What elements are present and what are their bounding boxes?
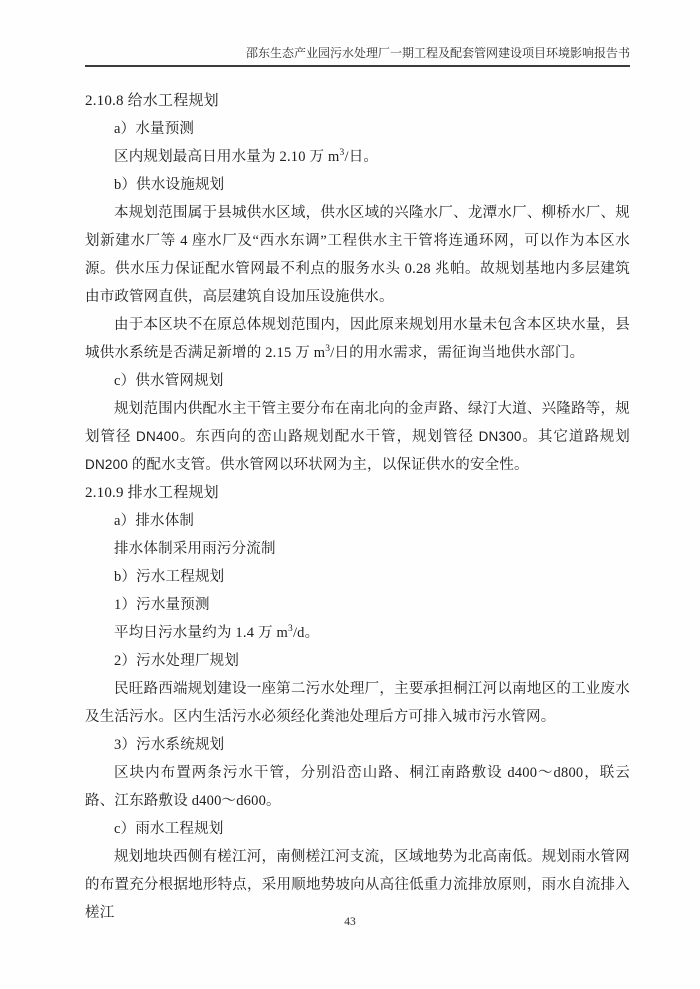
text-run: b）供水设施规划 xyxy=(114,177,225,193)
paragraph xyxy=(85,591,630,619)
paragraph xyxy=(85,563,630,591)
paragraph xyxy=(85,311,630,367)
text-run: /日。 xyxy=(344,149,379,165)
paragraph xyxy=(85,143,630,171)
text-run: DN400 xyxy=(136,429,180,444)
paragraph xyxy=(85,759,630,815)
text-run: 平均日污水量约为 1.4 万 m xyxy=(114,625,288,641)
text-run: 2.10.8 给水工程规划 xyxy=(85,93,219,109)
paragraph xyxy=(85,619,630,647)
text-run: b）污水工程规划 xyxy=(114,569,225,585)
text-run: 排水体制采用雨污分流制 xyxy=(114,541,276,557)
paragraph xyxy=(85,367,630,395)
paragraph xyxy=(85,843,630,927)
text-run: 民旺路西端规划建设一座第二污水处理厂，主要承担桐江河以南地区的工业废水及生活污水。区内生活污水必须经化粪池处理后方可排入城市污水管网。 xyxy=(85,681,630,725)
text-run: 的配水支管。供水管网以环状网为主，以保证供水的安全性。 xyxy=(128,457,529,473)
page-header xyxy=(85,46,630,67)
paragraph xyxy=(85,535,630,563)
text-run: 。东西向的峦山路规划配水干管，规划管径 xyxy=(179,429,479,445)
text-run: 1）污水量预测 xyxy=(114,597,210,613)
document-body xyxy=(85,87,630,927)
paragraph xyxy=(85,115,630,143)
text-run: 规划范围内供配水主干管主要分布在南北向的金声路、绿汀大道、兴隆路等，规划管径 xyxy=(85,401,630,445)
paragraph xyxy=(85,675,630,731)
paragraph xyxy=(85,199,630,311)
text-run: 3）污水系统规划 xyxy=(114,737,225,753)
paragraph xyxy=(85,507,630,535)
paragraph xyxy=(85,395,630,479)
text-run: 区块内布置两条污水干管，分别沿峦山路、桐江南路敷设 d400～d800，联云路、江东路敷设 d400～d600。 xyxy=(85,765,630,809)
paragraph xyxy=(85,647,630,675)
paragraph xyxy=(85,171,630,199)
text-run: DN300 xyxy=(478,429,522,444)
section-heading xyxy=(85,479,630,507)
text-run: 3 xyxy=(339,148,345,159)
text-run: 3 xyxy=(325,344,331,355)
text-run: c）供水管网规划 xyxy=(114,373,224,389)
text-run: 。其它道路规划 xyxy=(521,429,630,445)
page-number: 43 xyxy=(344,916,356,928)
text-run: 本规划范围属于县城供水区域，供水区域的兴隆水厂、龙潭水厂、柳桥水厂、规划新建水厂等 4 座水厂及“西水东调”工程供水主干管将连通环网，可以作为本区水源。供水压力保证配水管网最不利点的服务水头 0.28 兆帕。故规划基地内多层建筑由市政管网直供，高层建筑自设加压设施供水。 xyxy=(85,205,630,305)
section-heading xyxy=(85,87,630,115)
text-run: DN200 xyxy=(85,457,129,472)
text-run: c）雨水工程规划 xyxy=(114,821,224,837)
text-run: 3 xyxy=(287,624,293,635)
text-run: /d。 xyxy=(292,625,320,641)
text-run: 区内规划最高日用水量为 2.10 万 m xyxy=(114,149,340,165)
text-run: 2）污水处理厂规划 xyxy=(114,653,240,669)
paragraph xyxy=(85,815,630,843)
text-run: 2.10.9 排水工程规划 xyxy=(85,485,219,501)
text-run: a）排水体制 xyxy=(114,513,195,529)
report-title: 邵东生态产业园污水处理厂一期工程及配套管网建设项目环境影响报告书 xyxy=(245,46,630,60)
paragraph xyxy=(85,731,630,759)
text-run: 规划地块西侧有槎江河，南侧槎江河支流，区域地势为北高南低。规划雨水管网的布置充分根据地形特点，采用顺地势坡向从高往低重力流排放原则，雨水自流排入槎江 xyxy=(85,849,630,921)
text-run: /日的用水需求，需征询当地供水部门。 xyxy=(330,345,585,361)
text-run: 由于本区块不在原总体规划范围内，因此原来规划用水量未包含本区块水量，县城供水系统是否满足新增的 2.15 万 m xyxy=(85,317,630,361)
text-run: a）水量预测 xyxy=(114,121,195,137)
